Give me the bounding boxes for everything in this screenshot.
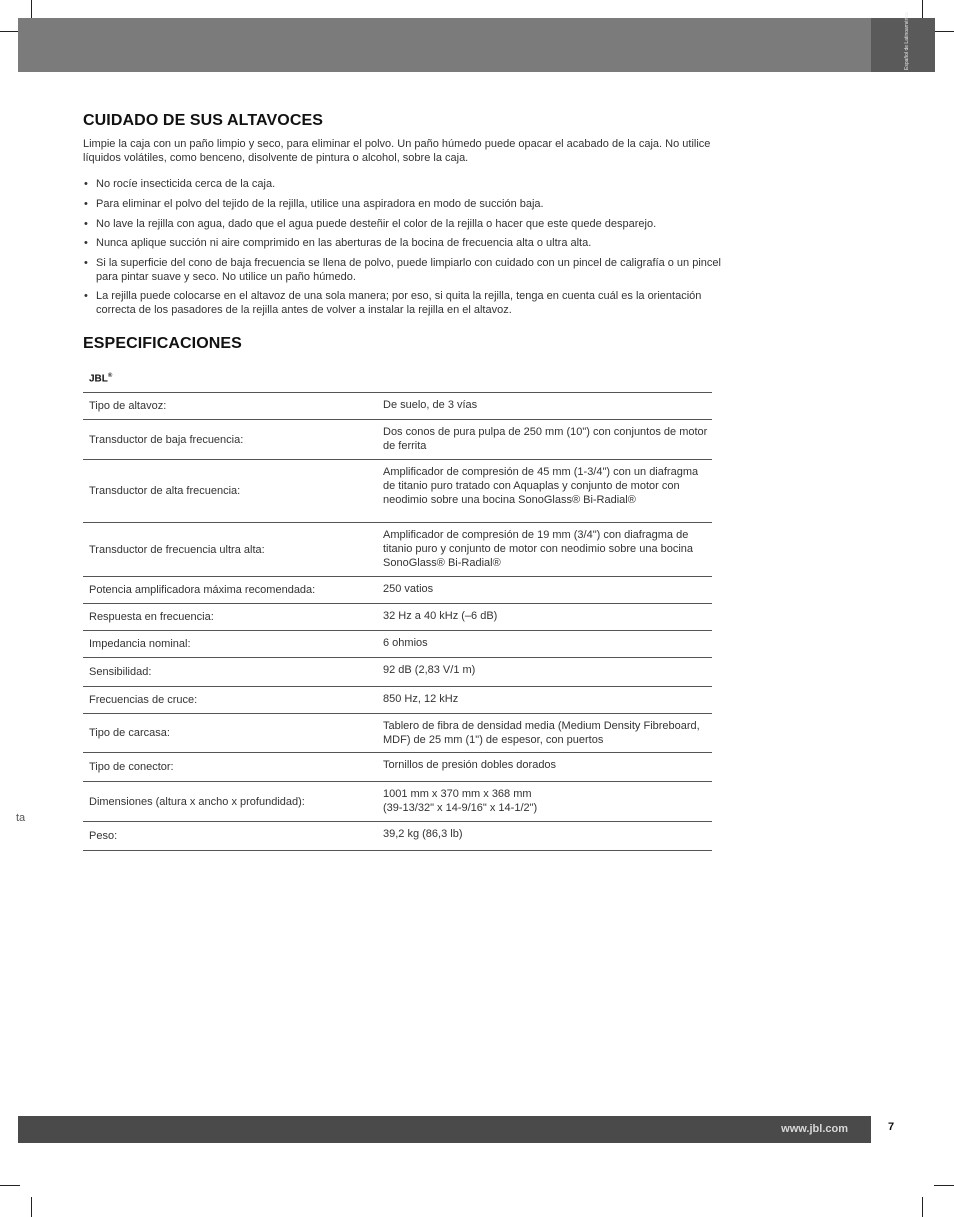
spec-row	[83, 604, 712, 631]
brand-name: JBL	[89, 373, 108, 385]
spec-value: 250 vatios	[383, 583, 434, 595]
care-bullet-item: • La rejilla puede colocarse en el altavoz de una sola manera; por eso, si quita la rejilla, tenga en cuenta cuál es la orientación correcta de los pasadores de la rejilla antes de volver a instalar la rejilla en el altavoz.	[83, 290, 723, 317]
care-intro: Limpie la caja con un paño limpio y seco, para eliminar el polvo. Un paño húmedo puede opacar el acabado de la caja. No utilice líquidos volátiles, como benceno, disolvente de pintura o alcohol, sobre la caja.	[83, 138, 711, 164]
spec-label: Tipo de conector:	[89, 761, 174, 773]
spec-row	[83, 631, 712, 658]
crop-mark	[31, 0, 32, 20]
care-bullet-item: • Si la superficie del cono de baja frecuencia se llena de polvo, puede limpiarlo con cuidado con un pincel de caligrafía o un pincel para pintar suave y seco. No utilice un paño húmedo.	[83, 257, 723, 284]
care-bullet-item: • Nunca aplique succión ni aire comprimido en las aberturas de la bocina de frecuencia alta o ultra alta.	[83, 237, 723, 251]
spec-value: Tornillos de presión dobles dorados	[383, 759, 557, 771]
spec-value: Tablero de fibra de densidad media (Medium Density Fibreboard, MDF) de 25 mm (1") de espesor, con puertos	[383, 720, 700, 746]
crop-mark	[922, 1197, 923, 1217]
spec-label: Potencia amplificadora máxima recomendada:	[89, 584, 316, 596]
crop-mark	[934, 1185, 954, 1186]
spec-value: 6 ohmios	[383, 637, 428, 649]
spec-row	[83, 714, 712, 753]
spec-row	[83, 658, 712, 687]
specs-table	[83, 392, 712, 851]
spec-value: 39,2 kg (86,3 lb)	[383, 828, 463, 840]
spec-row	[83, 420, 712, 460]
care-bullet-list	[83, 178, 723, 324]
spec-row	[83, 822, 712, 851]
spec-label: Sensibilidad:	[89, 666, 152, 678]
specs-section-title: ESPECIFICACIONES	[83, 335, 242, 352]
care-bullet-item: • Para eliminar el polvo del tejido de la rejilla, utilice una aspiradora en modo de succión baja.	[83, 198, 723, 212]
care-section-title: CUIDADO DE SUS ALTAVOCES	[83, 112, 324, 129]
spec-label: Transductor de baja frecuencia:	[89, 433, 244, 446]
spec-row	[83, 577, 712, 604]
spec-row	[83, 523, 712, 577]
spec-label: Transductor de frecuencia ultra alta:	[89, 543, 265, 556]
footer-url[interactable]: www.jbl.com	[781, 1123, 848, 1135]
registered-mark: ®	[107, 373, 113, 379]
header-bar	[18, 18, 871, 72]
crop-mark	[31, 1197, 32, 1217]
care-bullet-item: • No rocíe insecticida cerca de la caja.	[83, 178, 723, 192]
language-tab	[871, 18, 935, 72]
spec-label: Tipo de carcasa:	[89, 727, 170, 739]
spec-value: Dos conos de pura pulpa de 250 mm (10") con conjuntos de motor de ferrita	[383, 426, 708, 452]
stray-text: ta	[16, 812, 26, 824]
spec-row	[83, 687, 712, 714]
spec-value: De suelo, de 3 vías	[383, 399, 478, 411]
page-number: 7	[888, 1121, 895, 1133]
spec-value: 850 Hz, 12 kHz	[383, 693, 459, 705]
spec-row	[83, 782, 712, 822]
crop-mark	[0, 31, 20, 32]
spec-value: 1001 mm x 370 mm x 368 mm (39-13/32" x 14-9/16" x 14-1/2")	[383, 788, 538, 814]
spec-label: Impedancia nominal:	[89, 638, 191, 650]
spec-value: Amplificador de compresión de 19 mm (3/4") con diafragma de titanio puro y conjunto de motor con neodimio sobre una bocina SonoGlass® Bi-Radial®	[383, 529, 694, 569]
spec-value: Amplificador de compresión de 45 mm (1-3/4") con un diafragma de titanio puro tratado con Aquaplas y conjunto de motor con neodimio sobre una bocina SonoGlass® Bi-Radial®	[383, 466, 699, 506]
spec-label: Transductor de alta frecuencia:	[89, 485, 241, 497]
care-bullet-item: • No lave la rejilla con agua, dado que el agua puede desteñir el color de la rejilla o hacer que este quede desparejo.	[83, 218, 723, 232]
spec-value: 32 Hz a 40 kHz (–6 dB)	[383, 610, 498, 622]
spec-label: Peso:	[89, 830, 118, 842]
crop-mark	[922, 0, 923, 20]
spec-label: Frecuencias de cruce:	[89, 694, 198, 706]
spec-row	[83, 460, 712, 523]
spec-label: Respuesta en frecuencia:	[89, 611, 214, 623]
crop-mark	[934, 31, 954, 32]
spec-value: 92 dB (2,83 V/1 m)	[383, 664, 476, 676]
spec-row	[83, 753, 712, 782]
language-tab-label: Español de Latinoamérica	[904, 12, 910, 70]
spec-label: Tipo de altavoz:	[89, 400, 167, 412]
brand-label	[89, 373, 112, 384]
spec-row	[83, 393, 712, 420]
spec-label: Dimensiones (altura x ancho x profundidad):	[89, 795, 305, 808]
crop-mark	[0, 1185, 20, 1186]
